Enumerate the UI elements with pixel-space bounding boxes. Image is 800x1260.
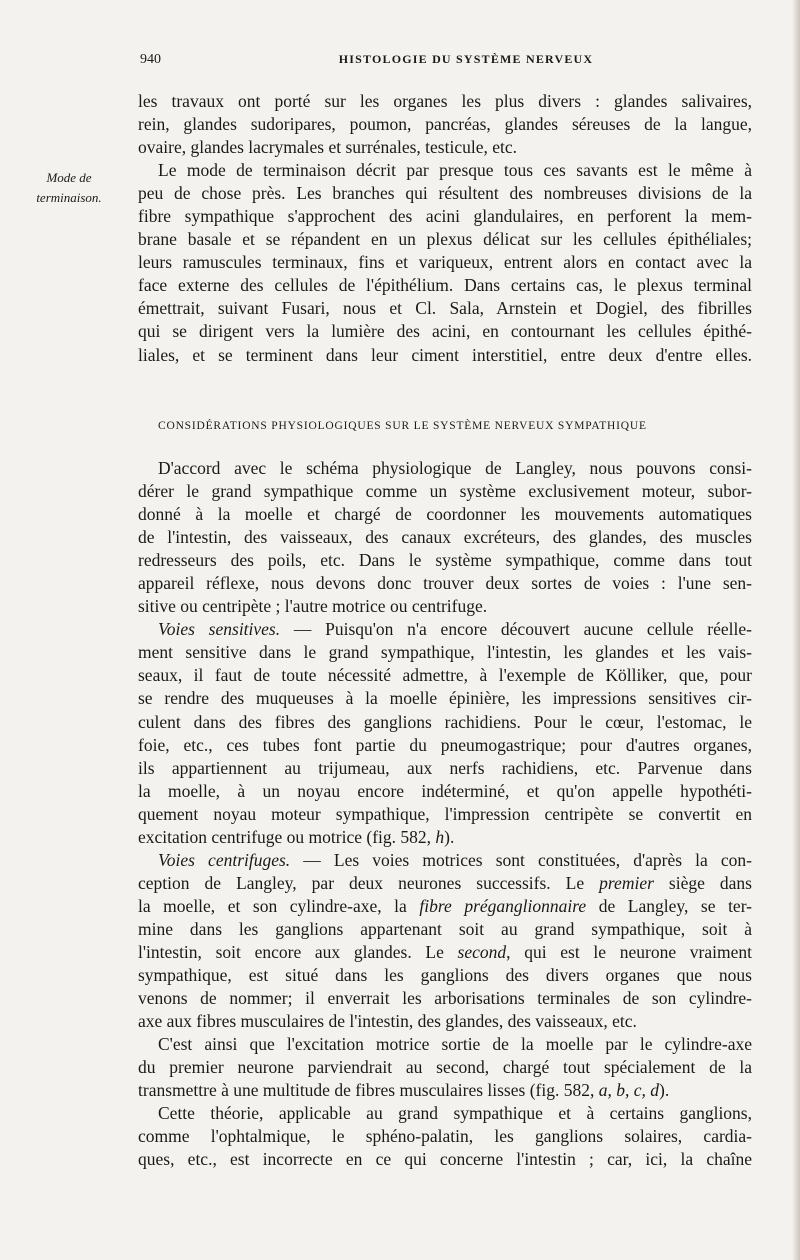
page-number: 940 <box>140 52 161 67</box>
text-line: sympathique, est situé dans les ganglions des divers organes que nous <box>138 965 752 986</box>
text-line: ception de Langley, par deux neurones successifs. Le premier siège dans <box>138 872 752 893</box>
text-line: C'est ainsi que l'excitation motrice sortie de la moelle par le cylindre-axe <box>158 1034 752 1055</box>
page-header <box>140 52 752 72</box>
text-line: ils appartiennent au trijumeau, aux nerfs rachidiens, etc. Parvenue dans <box>138 757 752 778</box>
text-line: la moelle, et son cylindre-axe, la fibre préganglionnaire de Langley, se ter- <box>138 895 752 916</box>
text-line: liales, et se terminent dans leur ciment interstitiel, entre deux d'entre elles. <box>138 344 752 365</box>
text-line: Cette théorie, applicable au grand sympathique et à certains ganglions, <box>158 1103 752 1124</box>
text-line: fibre sympathique s'approchent des acini glandulaires, en perforent la mem- <box>138 206 752 227</box>
text-line: ques, etc., est incorrecte en ce qui concerne l'intestin ; car, ici, la chaîne <box>138 1149 752 1170</box>
text-line: redresseurs des poils, etc. Dans le système sympathique, comme dans tout <box>138 550 752 571</box>
text-block-main <box>138 457 752 1171</box>
text-line: qui se dirigent vers la lumière des acini, en contournant les cellules épithé- <box>138 321 752 342</box>
text-line: l'intestin, soit encore aux glandes. Le second, qui est le neurone vraiment <box>138 941 752 962</box>
text-line: comme l'ophtalmique, le sphéno-palatin, les ganglions solaires, cardia- <box>138 1126 752 1147</box>
text-line: D'accord avec le schéma physiologique de Langley, nous pouvons consi- <box>158 458 752 478</box>
text-line: dérer le grand sympathique comme un système exclusivement moteur, subor- <box>138 481 752 502</box>
text-line: Voies centrifuges. — Les voies motrices sont constituées, d'après la con- <box>158 849 752 870</box>
text-line: sitive ou centripète ; l'autre motrice ou centrifuge. <box>138 596 488 617</box>
text-line: du premier neurone parviendrait au second, chargé tout spécialement de la <box>138 1057 752 1078</box>
text-line: se rendre des muqueuses à la moelle épinière, les impressions sensitives cir- <box>138 688 752 709</box>
text-line: Le mode de terminaison décrit par presque tous ces savants est le même à <box>158 160 752 181</box>
running-title: HISTOLOGIE DU SYSTÈME NERVEUX <box>338 52 594 66</box>
text-line: de l'intestin, des vaisseaux, des canaux excréteurs, des glandes, des muscles <box>138 527 752 548</box>
text-line: venons de nommer; il enverrait les arborisations terminales de son cylindre- <box>138 988 752 1009</box>
text-line: excitation centrifuge ou motrice (fig. 582, h). <box>138 826 455 847</box>
text-line: transmettre à une multitude de fibres musculaires lisses (fig. 582, a, b, c, d). <box>138 1080 670 1101</box>
voies-sensitives-heading: Voies sensitives. <box>158 619 281 640</box>
page-edge-shadow <box>792 0 800 1260</box>
text-line: ovaire, glandes lacrymales et surrénales, testicule, etc. <box>138 137 518 158</box>
text-line: Voies sensitives. — Puisqu'on n'a encore découvert aucune cellule réelle- <box>158 619 752 640</box>
text-line: la moelle, à un noyau encore indéterminé, et qu'on appelle hypothéti- <box>138 780 752 801</box>
margin-note: Mode de terminaison. <box>36 170 102 205</box>
text-line: quement noyau moteur sympathique, l'impression centripète se convertit en <box>138 803 752 824</box>
text-line: axe aux fibres musculaires de l'intestin, des glandes, des vaisseaux, etc. <box>138 1011 637 1032</box>
text-line: face externe des cellules de l'épithélium. Dans certains cas, le plexus terminal <box>138 275 752 296</box>
voies-centrifuges-heading: Voies centrifuges. <box>158 849 291 870</box>
text-line: appareil réflexe, nous devons donc trouver deux sortes de voies : l'une sen- <box>138 573 752 594</box>
text-line: foie, etc., ces tubes font partie du pneumogastrique; pour d'autres organes, <box>138 734 752 755</box>
text-line: émettrait, suivant Fusari, nous et Cl. Sala, Arnstein et Dogiel, des fibrilles <box>138 298 752 319</box>
text-line: ment sensitive dans le grand sympathique, l'intestin, les glandes et les vais- <box>138 642 752 663</box>
text-block-top <box>138 90 752 367</box>
text-line: culent dans des fibres des ganglions rachidiens. Pour le cœur, l'estomac, le <box>138 711 752 732</box>
text-line: leurs ramuscules terminaux, fins et variqueux, entrent alors en contact avec la <box>138 252 752 273</box>
text-line: mine dans les ganglions appartenant soit au grand sympathique, soit à <box>138 918 752 939</box>
text-line: seaux, il faut de toute nécessité admettre, à l'exemple de Kölliker, que, pour <box>138 665 752 686</box>
text-line: rein, glandes sudoripares, poumon, pancréas, glandes séreuses de la langue, <box>138 114 752 135</box>
text-line: peu de chose près. Les branches qui résultent des nombreuses divisions de la <box>138 183 752 204</box>
text-line: brane basale et se répandent en un plexus délicat sur les cellules épithéliales; <box>138 229 752 250</box>
section-title: CONSIDÉRATIONS PHYSIOLOGIQUES SUR LE SYSTÈME NERVEUX SYMPATHIQUE <box>158 420 647 432</box>
text-line: les travaux ont porté sur les organes les plus divers : glandes salivaires, <box>138 91 752 111</box>
text-line: donné à la moelle et chargé de coordonner les mouvements automatiques <box>138 504 752 525</box>
